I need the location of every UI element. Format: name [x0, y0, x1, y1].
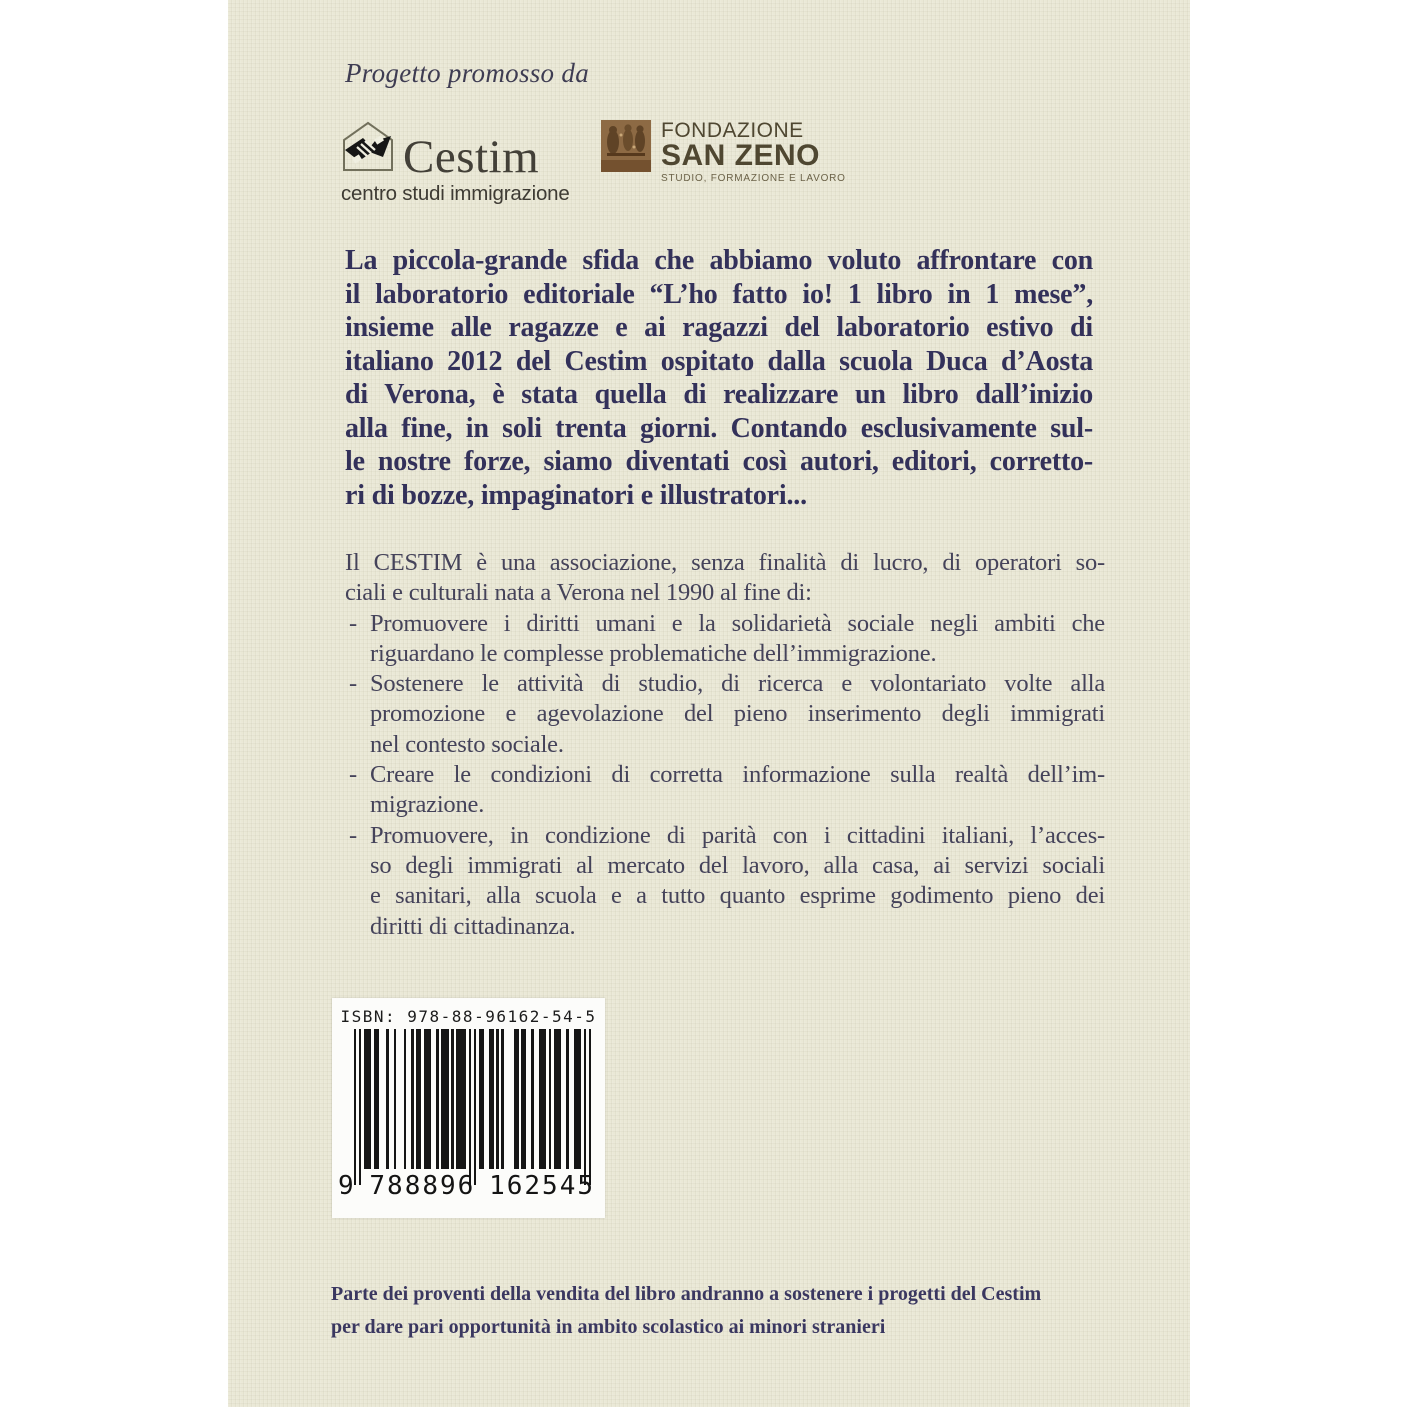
text-line: insieme alle ragazze e ai ragazzi del laboratorio estivo di — [345, 312, 1093, 343]
text-line: Il CESTIM è una associazione, senza finalità di lucro, di operatori so- — [345, 549, 1105, 576]
san-zeno-name-line2: SAN ZENO — [661, 139, 821, 172]
text-line: nel contesto sociale. — [370, 730, 564, 758]
san-zeno-logo-text — [661, 120, 846, 184]
cestim-description — [345, 548, 1105, 942]
bullet-dash: - — [349, 670, 357, 698]
intro-paragraph — [345, 244, 1093, 512]
barcode-digits — [338, 1171, 595, 1201]
text-line: - Promuovere i diritti umani e la solidarietà sociale negli ambiti che — [345, 609, 1105, 639]
text-line: di Verona, è stata quella di realizzare un libro dall’inizio — [345, 379, 1093, 410]
text-line: italiano 2012 del Cestim ospitato dalla scuola Duca d’Aosta — [345, 345, 1093, 377]
text-line: La piccola-grande sfida che abbiamo voluto affrontare con — [345, 245, 1093, 276]
san-zeno-relief-image — [601, 120, 651, 177]
cestim-logo-subtitle: centro studi immigrazione — [341, 182, 570, 205]
text-line: promozione e agevolazione del pieno inserimento degli immigrati — [370, 700, 1105, 728]
san-zeno-name-line1: FONDAZIONE — [661, 119, 804, 142]
text-line: il laboratorio editoriale “L’ho fatto io! 1 libro in 1 mese”, — [345, 278, 1093, 310]
text-line: so degli immigrati al mercato del lavoro, alla casa, ai servizi sociali — [370, 851, 1105, 879]
footer-note — [331, 1278, 1111, 1344]
cestim-logo-row — [341, 120, 573, 183]
barcode-digit-group: 162545 — [489, 1171, 595, 1201]
text-line: Parte dei proventi della vendita del libro andranno a sostenere i progetti del Cestim — [331, 1283, 1042, 1305]
bullet-dash: - — [349, 821, 357, 849]
cestim-logo — [341, 120, 573, 206]
text-line: alla fine, in soli trenta giorni. Contando esclusivamente sul- — [345, 412, 1093, 444]
text-line: le nostre forze, siamo diventati così autori, editori, corretto- — [345, 446, 1093, 477]
text-line: ri di bozze, impaginatori e illustratori... — [345, 479, 807, 511]
fondazione-san-zeno-logo — [601, 120, 846, 184]
text-line: migrazione. — [370, 791, 485, 819]
text-line: e sanitari, alla scuola e a tutto quanto esprime godimento pieno dei — [370, 882, 1105, 910]
text-line: - Promuovere, in condizione di parità con i cittadini italiani, l’acces- — [345, 821, 1105, 851]
book-cover-background — [228, 0, 1190, 1407]
text-line: - Sostenere le attività di studio, di ricerca e volontariato volte alla — [345, 669, 1105, 699]
barcode-bars — [354, 1029, 591, 1185]
cestim-logo-name: Cestim — [403, 131, 540, 183]
text-line: per dare pari opportunità in ambito scolastico ai minori stranieri — [331, 1316, 886, 1338]
barcode-bar — [589, 1029, 592, 1185]
barcode-digit-group: 788896 — [369, 1171, 476, 1201]
cestim-house-handshake-icon — [341, 120, 395, 179]
sponsor-logos — [341, 120, 846, 206]
text-line: diritti di cittadinanza. — [370, 912, 576, 940]
promo-label: Progetto promosso da — [345, 58, 590, 88]
isbn-barcode — [332, 998, 605, 1218]
bullet-dash: - — [349, 609, 357, 637]
san-zeno-subtitle: STUDIO, FORMAZIONE E LAVORO — [661, 173, 846, 184]
text-line: ciali e culturali nata a Verona nel 1990 al fine di: — [345, 579, 812, 607]
isbn-label: ISBN: 978-88-96162-54-5 — [340, 1007, 597, 1026]
barcode-digit-group: 9 — [338, 1171, 356, 1201]
text-line: - Creare le condizioni di corretta informazione sulla realtà dell’im- — [345, 760, 1105, 790]
text-line: riguardano le complesse problematiche dell’immigrazione. — [370, 639, 937, 667]
bullet-dash: - — [349, 761, 357, 789]
